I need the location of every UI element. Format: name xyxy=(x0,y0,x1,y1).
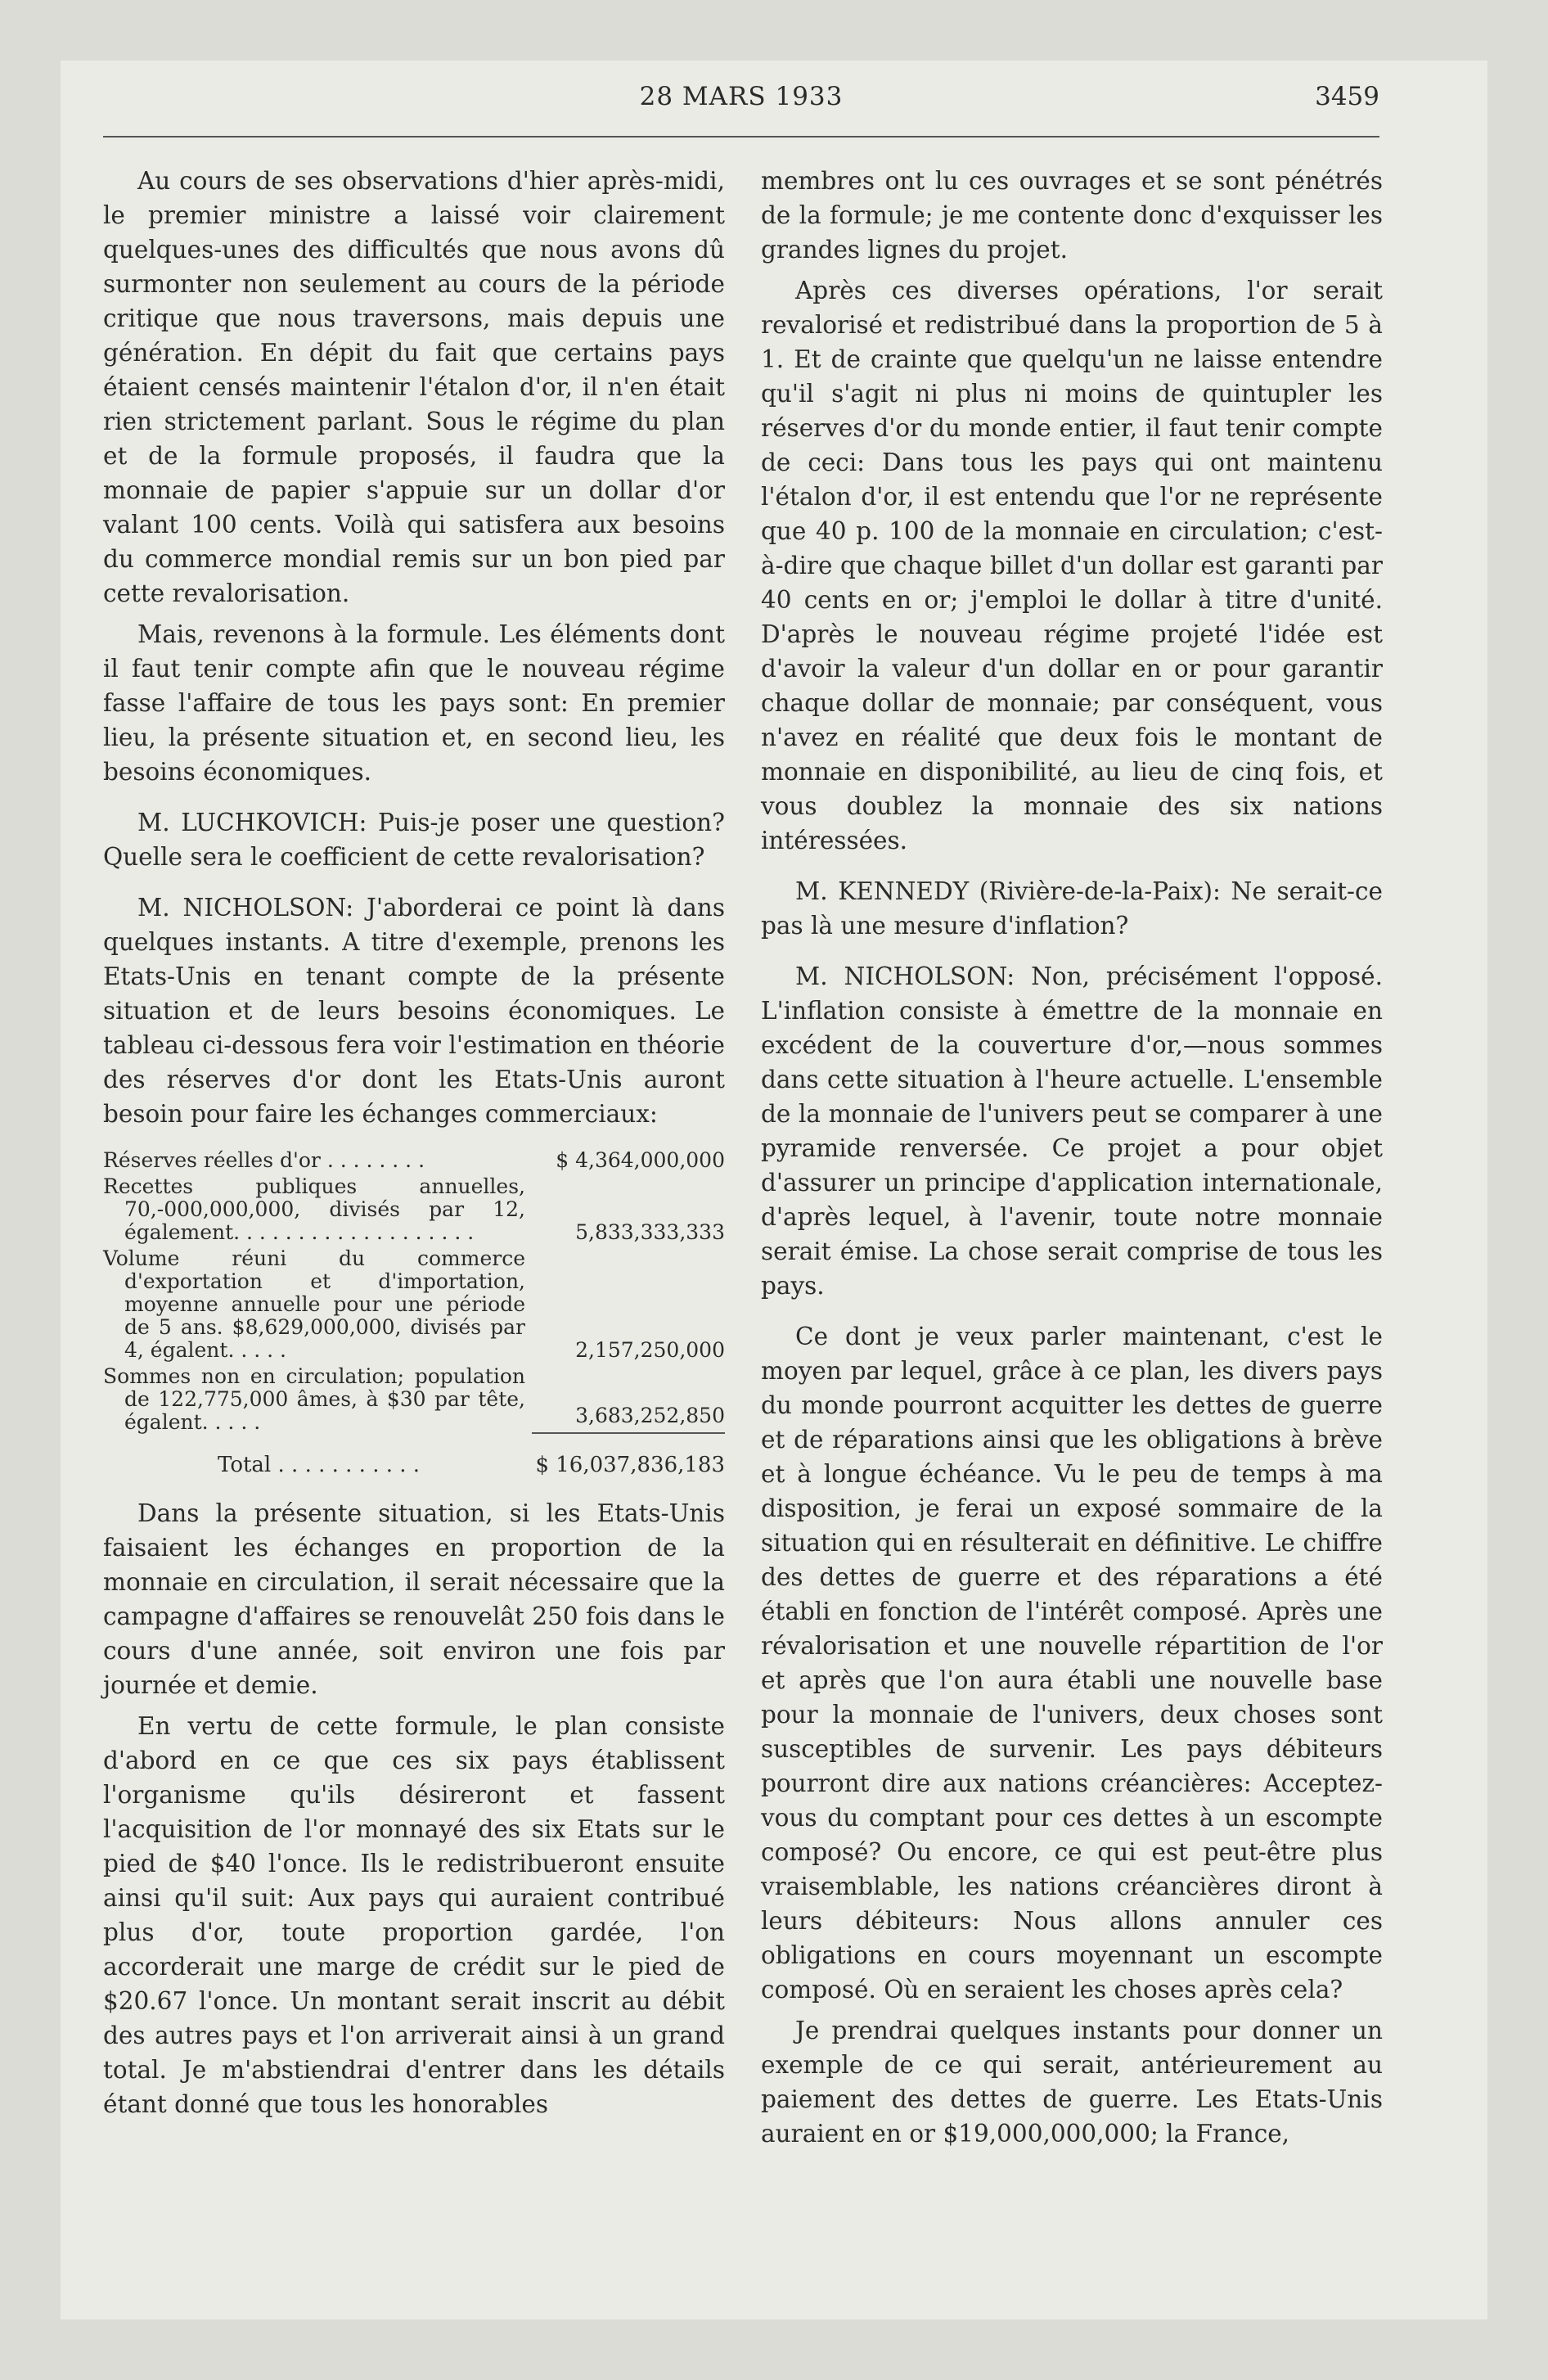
total-amount: $ 16,037,836,183 xyxy=(535,1453,725,1477)
total-rule xyxy=(532,1432,725,1434)
right-column xyxy=(761,164,1383,2157)
paragraph: Au cours de ses observations d'hier après-midi, le premier ministre a laissé voir clairement quelques-unes des difficultés que nous avons dû surmonter non seulement au cours de la période critique que nous traversons, mais depuis une génération. En dépit du fait que certains pays étaient censés maintenir l'étalon d'or, il n'en était rien strictement parlant. Sous le régime du plan et de la formule proposés, il faudra que la monnaie de papier s'appuie sur un dollar d'or valant 100 cents. Voilà qui satisfera aux besoins du commerce mondial remis sur un bon pied par cette revalorisation. xyxy=(103,167,725,607)
row-amount: 2,157,250,000 xyxy=(575,1338,725,1362)
row-label: Sommes non en circulation; population de 122,775,000 âmes, à $30 par tête, égalent. . . . . xyxy=(103,1364,525,1434)
table-row xyxy=(103,1147,725,1174)
paragraph: En vertu de cette formule, le plan consiste d'abord en ce que ces six pays établissent l'organisme qu'ils désireront et fassent l'acquisition de l'or monnayé des six Etats sur le pied de $40 l'once. Ils le redistribueront ensuite ainsi qu'il suit: Aux pays qui auraient contribué plus d'or, toute proportion gardée, l'on accorderait une marge de crédit sur le pied de $20.67 l'once. Un montant serait inscrit au débit des autres pays et l'on arriverait ainsi à un grand total. Je m'abstiendrai d'entrer dans les détails étant donné que tous les honorables xyxy=(103,1712,725,2118)
table-row xyxy=(103,1174,725,1246)
paragraph: M. LUCHKOVICH: Puis-je poser une question? Quelle sera le coefficient de cette revalorisation? xyxy=(103,809,725,871)
gold-reserves-table xyxy=(103,1147,725,1478)
row-label: Réserves réelles d'or . . . . . . . . xyxy=(103,1148,425,1172)
page-date: 28 MARS 1933 xyxy=(639,82,844,111)
paragraph: membres ont lu ces ouvrages et se sont pénétrés de la formule; je me contente donc d'exquisser les grandes lignes du projet. xyxy=(761,167,1383,264)
table-row xyxy=(103,1364,725,1436)
paragraph: Après ces diverses opérations, l'or serait revalorisé et redistribué dans la proportion de 5 à 1. Et de crainte que quelqu'un ne laisse entendre qu'il s'agit ni plus ni moins de quintupler les réserves d'or du monde entier, il faut tenir compte de ceci: Dans tous les pays qui ont maintenu l'étalon d'or, il est entendu que l'or ne représente que 40 p. 100 de la monnaie en circulation; c'est-à-dire que chaque billet d'un dollar est garanti par 40 cents en or; j'emploi le dollar à titre d'unité. D'après le nouveau régime projeté l'idée est d'avoir la valeur d'un dollar en or pour garantir chaque dollar de monnaie; par conséquent, vous n'avez en réalité que deux fois le montant de monnaie en disponibilité, au lieu de cinq fois, et vous doublez la monnaie des six nations intéressées. xyxy=(761,277,1383,854)
paragraph: Ce dont je veux parler maintenant, c'est le moyen par lequel, grâce à ce plan, les divers pays du monde pourront acquitter les dettes de guerre et de réparations ainsi que les obligations à brève et à longue échéance. Vu le peu de temps à ma disposition, je ferai un exposé sommaire de la situation qui en résulterait en définitive. Le chiffre des dettes de guerre et des réparations a été établi en fonction de l'intérêt composé. Après une révalorisation et une nouvelle répartition de l'or et après que l'on aura établi une nouvelle base pour la monnaie de l'univers, deux choses sont susceptibles de survenir. Les pays débiteurs pourront dire aux nations créancières: Acceptez-vous du comptant pour ces dettes à un escompte composé? Ou encore, ce qui est peut-être plus vraisemblable, les nations créancières diront à leurs débiteurs: Nous allons annuler ces obligations en cours moyennant un escompte composé. Où en seraient les choses après cela? xyxy=(761,1323,1383,2004)
paragraph: M. NICHOLSON: J'aborderai ce point là dans quelques instants. A titre d'exemple, prenons les Etats-Unis en tenant compte de la présente situation et de leurs besoins économiques. Le tableau ci-dessous fera voir l'estimation en théorie des réserves d'or dont les Etats-Unis auront besoin pour faire les échanges commerciaux: xyxy=(103,894,725,1128)
row-amount: $ 4,364,000,000 xyxy=(556,1148,725,1172)
paragraph: Je prendrai quelques instants pour donner un exemple de ce qui serait, antérieurement au paiement des dettes de guerre. Les Etats-Unis auraient en or $19,000,000,000; la France, xyxy=(761,2017,1383,2148)
row-label: Volume réuni du commerce d'exportation et d'importation, moyenne annuelle pour une période de 5 ans. $8,629,000,000, divisés par 4, égalent. . . . . xyxy=(103,1246,525,1362)
header-rule xyxy=(103,136,1379,137)
row-label: Recettes publiques annuelles, 70,-000,000,000, divisés par 12, également. . . . . . . . . . . . . . . . . . . xyxy=(103,1174,525,1244)
row-amount xyxy=(525,1364,725,1436)
table-row xyxy=(103,1246,725,1364)
amount-text: 3,683,252,850 xyxy=(575,1404,725,1427)
page-number: 3459 xyxy=(1315,82,1379,111)
left-column xyxy=(103,164,725,2128)
paragraph: M. KENNEDY (Rivière-de-la-Paix): Ne serait-ce pas là une mesure d'inflation? xyxy=(761,877,1383,940)
paragraph: Mais, revenons à la formule. Les éléments dont il faut tenir compte afin que le nouveau régime fasse l'affaire de tous les pays sont: En premier lieu, la présente situation et, en second lieu, les besoins économiques. xyxy=(103,620,725,786)
total-label: Total . . . . . . . . . . . xyxy=(218,1453,421,1477)
paragraph: M. NICHOLSON: Non, précisément l'opposé. L'inflation consiste à émettre de la monnaie en excédent de la couverture d'or,—nous sommes dans cette situation à l'heure actuelle. L'ensemble de la monnaie de l'univers peut se comparer à une pyramide renversée. Ce projet a pour objet d'assurer un principe d'application internationale, d'après lequel, à l'avenir, toute notre monnaie serait émise. La chose serait comprise de tous les pays. xyxy=(761,962,1383,1300)
total-row xyxy=(103,1436,725,1478)
paragraph: Dans la présente situation, si les Etats-Unis faisaient les échanges en proportion de la monnaie en circulation, il serait nécessaire que la campagne d'affaires se renouvelât 250 fois dans le cours d'une année, soit environ une fois par journée et demie. xyxy=(103,1499,725,1699)
page-header xyxy=(103,82,1379,123)
row-amount: 5,833,333,333 xyxy=(575,1220,725,1244)
